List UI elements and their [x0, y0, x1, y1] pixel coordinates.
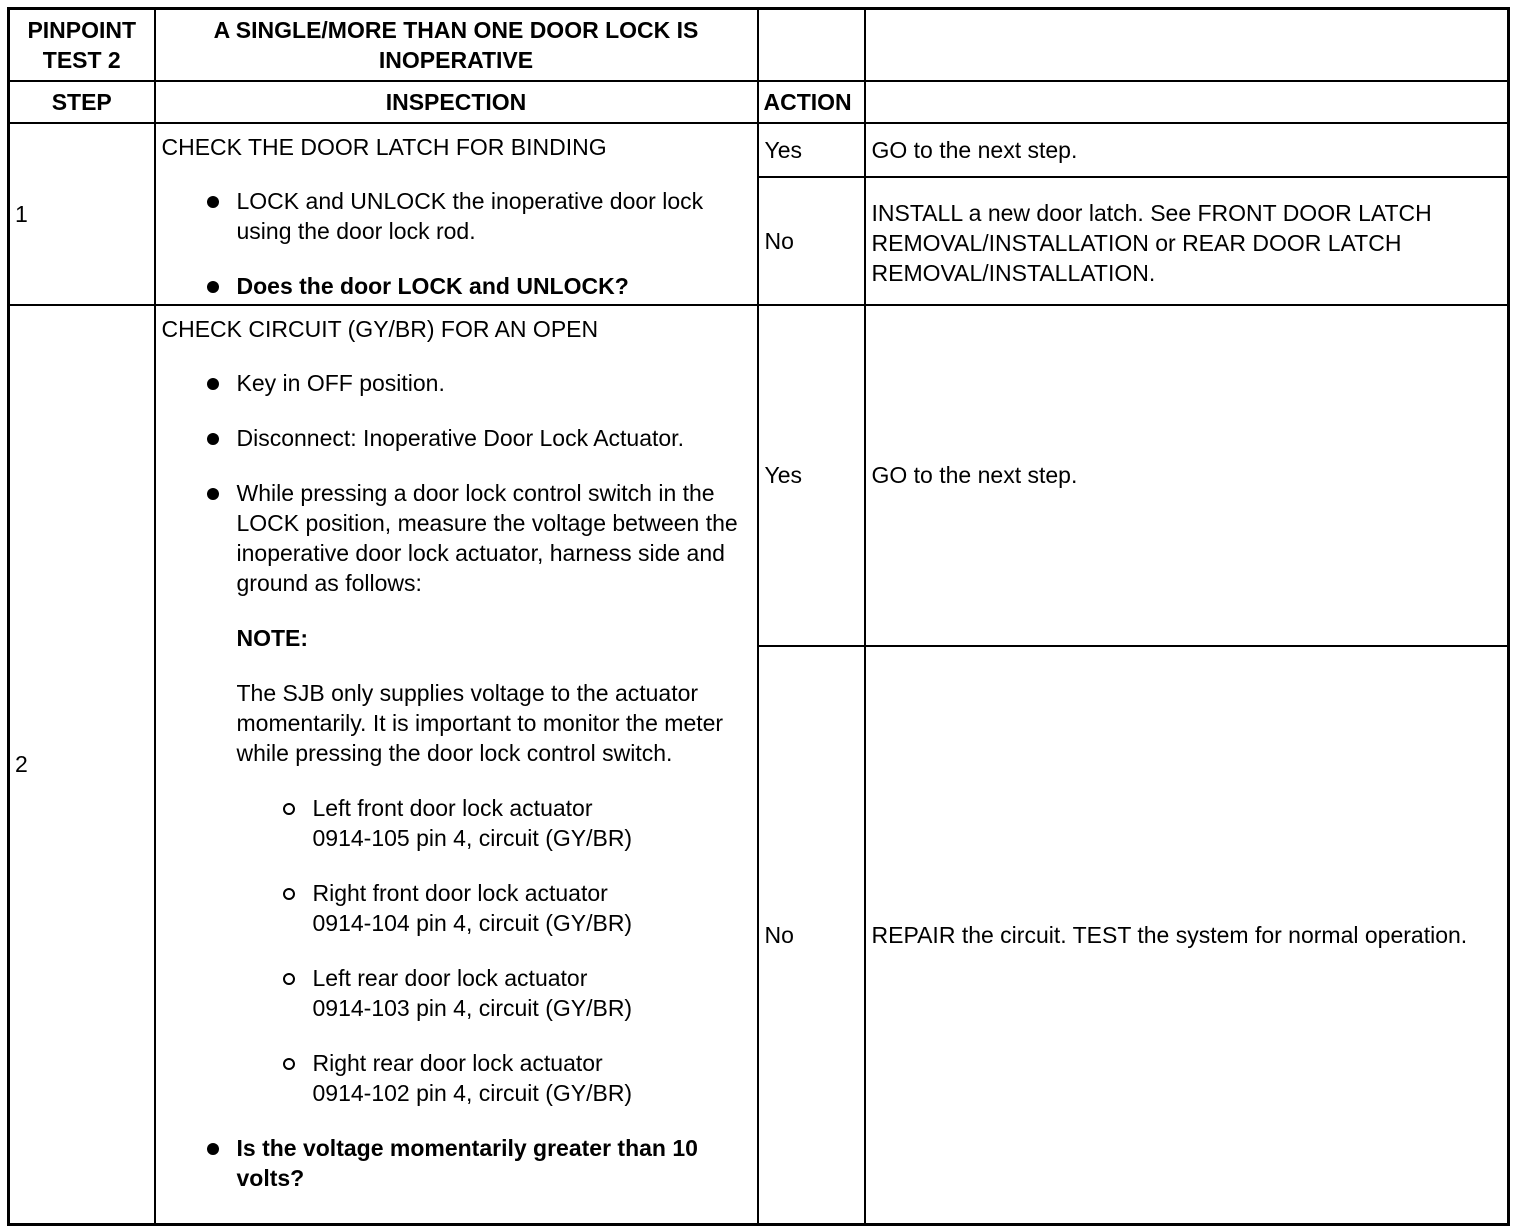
pinpoint-test-table — [7, 7, 1510, 1226]
bullet-dot-icon — [207, 433, 219, 445]
inspection-column-header: INSPECTION — [155, 81, 758, 123]
step-2-number: 2 — [9, 305, 155, 1225]
note-label: NOTE: — [236, 624, 309, 651]
subitem-left-rear: Left rear door lock actuator 0914-103 pin 4, circuit (GY/BR) — [162, 963, 747, 1023]
test-title: A SINGLE/MORE THAN ONE DOOR LOCK IS INOPERATIVE — [155, 9, 758, 81]
step-1-heading: CHECK THE DOOR LATCH FOR BINDING — [161, 133, 607, 160]
step-2-bullet-disconnect: Disconnect: Inoperative Door Lock Actuator. — [162, 423, 747, 453]
bullet-circle-icon — [283, 803, 295, 815]
bullet-circle-icon — [283, 1058, 295, 1070]
step-2-row-yes — [9, 305, 1509, 646]
subitem-left-front: Left front door lock actuator 0914-105 pin 4, circuit (GY/BR) — [162, 793, 747, 853]
bullet-dot-icon — [207, 488, 219, 500]
step-2-bullet-key: Key in OFF position. — [162, 368, 747, 398]
step-1-yes-text: GO to the next step. — [865, 123, 1509, 177]
title-row — [9, 9, 1509, 81]
bullet-dot-icon — [207, 378, 219, 390]
step-2-yes-text: GO to the next step. — [865, 305, 1509, 646]
step-column-header: STEP — [9, 81, 155, 123]
bullet-circle-icon — [283, 973, 295, 985]
step-2-yes-label: Yes — [758, 305, 865, 646]
bullet-dot-icon — [207, 196, 219, 208]
bullet-dot-icon — [207, 1143, 219, 1155]
subitem-right-rear: Right rear door lock actuator 0914-102 pin 4, circuit (GY/BR) — [162, 1048, 747, 1108]
step-1-inspection — [155, 123, 758, 305]
step-1-number: 1 — [9, 123, 155, 305]
step-1-question: Does the door LOCK and UNLOCK? — [162, 271, 747, 301]
step-1-no-label: No — [758, 177, 865, 305]
subitem-right-front: Right front door lock actuator 0914-104 pin 4, circuit (GY/BR) — [162, 878, 747, 938]
step-2-bullet-measure: While pressing a door lock control switch in the LOCK position, measure the voltage between the inoperative door lock actuator, harness side and ground as follows: — [162, 478, 747, 598]
column-header-row — [9, 81, 1509, 123]
bullet-circle-icon — [283, 888, 295, 900]
step-2-question: Is the voltage momentarily greater than 10 volts? — [162, 1133, 747, 1193]
bullet-dot-icon — [207, 281, 219, 293]
pinpoint-label: PINPOINT TEST 2 — [9, 9, 155, 81]
note-text: The SJB only supplies voltage to the actuator momentarily. It is important to monitor the meter while pressing the door lock control switch. — [236, 679, 724, 766]
step-1-yes-label: Yes — [758, 123, 865, 177]
title-blank-cell-2 — [865, 9, 1509, 81]
step-2-no-text: REPAIR the circuit. TEST the system for normal operation. — [865, 646, 1509, 1225]
step-2-inspection — [155, 305, 758, 1225]
step-2-no-label: No — [758, 646, 865, 1225]
header-blank-cell — [865, 81, 1509, 123]
step-1-bullet: LOCK and UNLOCK the inoperative door lock using the door lock rod. — [162, 186, 747, 246]
step-1-row-yes — [9, 123, 1509, 177]
title-blank-cell — [758, 9, 865, 81]
action-column-header: ACTION — [758, 81, 865, 123]
step-2-heading: CHECK CIRCUIT (GY/BR) FOR AN OPEN — [161, 315, 599, 342]
step-1-no-text: INSTALL a new door latch. See FRONT DOOR LATCH REMOVAL/INSTALLATION or REAR DOOR LATCH REMOVAL/INSTALLATION. — [865, 177, 1509, 305]
